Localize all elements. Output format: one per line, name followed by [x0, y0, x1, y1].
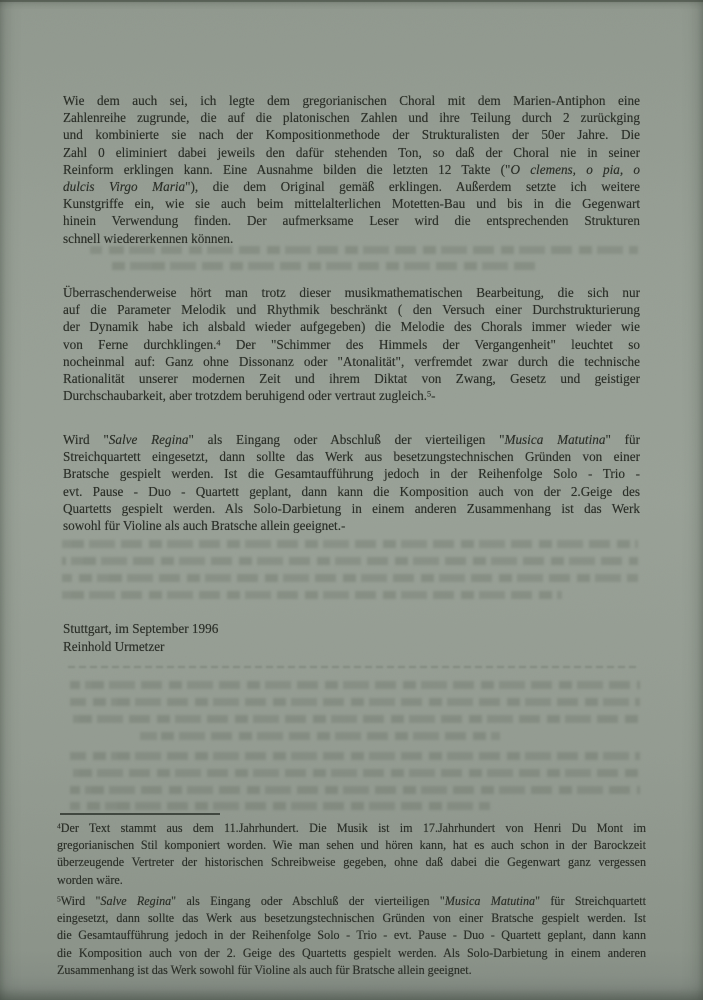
footnote-4	[57, 820, 646, 889]
text-line: Überraschenderweise hört man trotz dieser musikmathematischen Bearbeitung, die sich nur	[63, 285, 640, 300]
bleed-through-line	[70, 802, 490, 810]
bleed-through-line	[70, 752, 640, 760]
text-line: Reinform erklingen kann. Eine Ausnahme bilden die letzten 12 Takte ("O clemens, o pia, o	[63, 161, 640, 177]
text-line: sowohl für Violine als auch Bratsche allein geeignet.-	[63, 517, 346, 533]
text-line: Wird "Salve Regina" als Eingang oder Abschluß der vierteiligen "Musica Matutina" für	[63, 432, 640, 447]
text-line: hinein Verwendung finden. Der aufmerksame Leser wird die entsprechenden Strukturen	[63, 213, 640, 229]
bleed-through-line	[70, 769, 640, 777]
footnote-line: gregorianischen Stil komponiert worden. Wie man sehen und hören kann, hat es auch schon in der Barockzeit	[57, 838, 646, 853]
text-line: nocheinmal auf: Ganz ohne Dissonanz oder "Atonalität", verfremdet zwar durch die technische	[63, 353, 640, 369]
bleed-through-line	[62, 574, 638, 582]
bleed-through-line	[62, 591, 562, 599]
text-line: Quartetts gespielt werden. Als Solo-Darbietung in einem anderen Zusammenhang ist das Werk	[63, 500, 640, 516]
text-line: Rationalität unserer modernen Zeit und ihrem Diktat von Zwang, Gesetz und geistiger	[63, 370, 640, 386]
text-line: Zahlenreihe zugrunde, die auf die platonischen Zahlen und ihre Teilung durch 2 zurückging	[63, 110, 640, 126]
footnote-line: $^5$Wird "Salve Regina" als Eingang oder Abschluß der vierteiligen "Musica Matutina" für Streichquartett	[57, 894, 646, 908]
footnote-line: Zusammenhang ist das Werk sowohl für Violine als auch für Bratsche allein geeignet.	[57, 962, 472, 977]
footnote-line: worden wäre.	[57, 872, 123, 887]
footnote-5	[57, 893, 646, 979]
footnote-line: eingesetzt, dann sollte das Werk aus besetzungstechnischen Gründen von einer Bratsche gespielt werden. Ist	[57, 911, 646, 926]
signature-block	[63, 620, 218, 656]
text-line: dulcis Virgo Maria"), die dem Original gemäß erklingen. Außerdem setzte ich weitere	[63, 178, 640, 194]
bleed-through-line	[90, 246, 638, 254]
bleed-through-line	[105, 262, 535, 270]
paragraph-3	[63, 431, 640, 534]
text-line: von Ferne durchklingen.$^4$ Der "Schimmer des Himmels der Vergangenheit" leuchtet so	[63, 336, 640, 352]
text-line: Durchschaubarkeit, aber trotzdem beruhigend oder vertraut zugleich.$^5$-	[63, 388, 436, 404]
bleed-through-line	[140, 732, 500, 740]
bleed-through-line	[70, 681, 640, 689]
paragraph-1	[63, 92, 640, 247]
signature-date: Stuttgart, im September 1996	[63, 621, 219, 636]
text-line: Zahl 0 eliminiert dabei jeweils den dafür stehenden Ton, so daß der Choral nie in seiner	[63, 144, 640, 160]
bleed-through-line	[70, 786, 640, 794]
footnote-line: die Gesamtaufführung jedoch in der Reihenfolge Solo - Trio - evt. Pause - Duo - Quartett geplant, dann kann	[57, 928, 646, 943]
text-line: der Dynamik habe ich alsbald wieder aufgegeben) die Melodie des Chorals immer wieder wie	[63, 319, 640, 335]
footnote-line: $^4$Der Text stammt aus dem 11.Jahrhundert. Die Musik ist im 17.Jahrhundert von Henri Du Mont im	[57, 821, 646, 835]
text-line: und kombinierte sie nach der Kompositionmethode der Strukturalisten der 50er Jahre. Die	[63, 127, 640, 143]
text-line: Wie dem auch sei, ich legte dem gregorianischen Choral mit dem Marien-Antiphon eine	[63, 93, 640, 108]
text-line: Streichquartett eingesetzt, dann sollte das Werk aus besetzungstechnischen Gründen von einer	[63, 449, 640, 465]
paragraph-2	[63, 284, 640, 404]
text-line: auf die Parameter Melodik und Rhythmik beschränkt ( den Versuch einer Durchstrukturierung	[63, 302, 640, 318]
signature-name: Reinhold Urmetzer	[63, 639, 165, 654]
text-line: Bratsche gespielt werden. Ist die Gesamtaufführung jedoch in der Reihenfolge Solo - Trio -	[63, 466, 640, 482]
footnote-rule	[60, 813, 220, 815]
bleed-through-line	[62, 557, 638, 565]
text-line: evt. Pause - Duo - Quartett geplant, dann kann die Komposition auch von der 2.Geige des	[63, 483, 640, 499]
bleed-through-line	[70, 698, 640, 706]
bleed-through-rule	[68, 666, 638, 668]
text-line: Kunstgriffe ein, wie sie auch beim mittelalterlichen Motetten-Bau und bis in die Gegenwart	[63, 196, 640, 212]
bleed-through-line	[70, 715, 640, 723]
footnote-line: überzeugende Vertreter der historischen Schreibweise gegeben, ohne daß dabei die Gegenwart ganz vergessen	[57, 855, 646, 870]
text-line: schnell wiedererkennen können.	[63, 230, 234, 246]
scan-edge	[0, 0, 703, 2]
footnote-line: die Komposition auch von der 2. Geige des Quartetts gespielt werden. Als Solo-Darbietung in einem anderen	[57, 945, 646, 960]
bleed-through-line	[62, 540, 638, 548]
